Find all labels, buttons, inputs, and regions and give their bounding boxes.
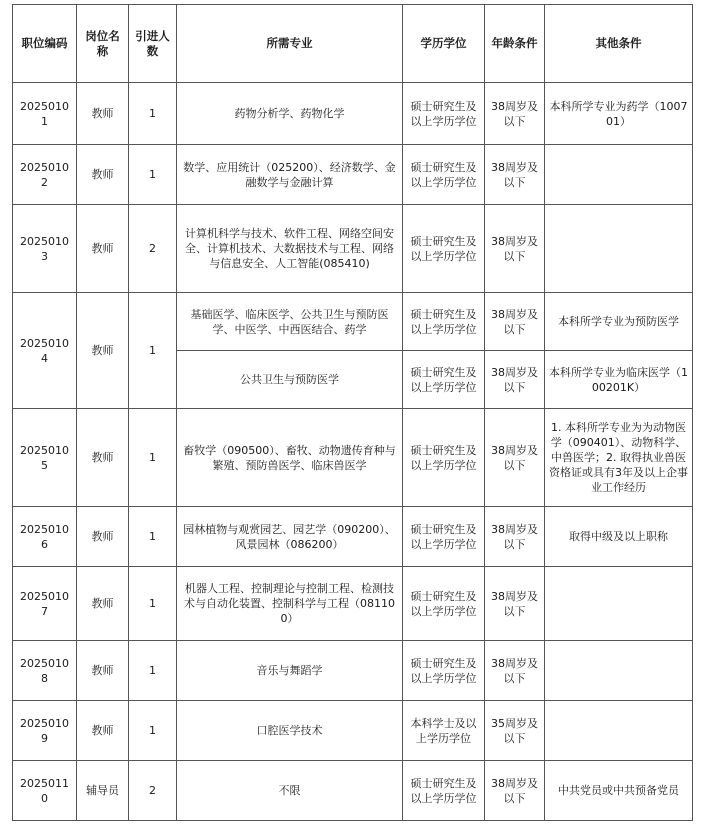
cell-age: 38周岁及以下 [485, 83, 545, 145]
cell-major: 不限 [177, 761, 403, 821]
cell-age: 38周岁及以下 [485, 507, 545, 567]
cell-position: 教师 [77, 293, 129, 409]
cell-other: 中共党员或中共预备党员 [545, 761, 693, 821]
cell-count: 1 [129, 293, 177, 409]
cell-count: 2 [129, 205, 177, 293]
cell-code: 20250107 [13, 567, 77, 641]
cell-age: 38周岁及以下 [485, 567, 545, 641]
cell-major: 计算机科学与技术、软件工程、网络空间安全、计算机技术、大数据技术与工程、网络与信息安全、人工智能(085410) [177, 205, 403, 293]
table-row [13, 761, 693, 821]
header-age: 年龄条件 [485, 5, 545, 83]
cell-count: 2 [129, 761, 177, 821]
cell-major: 药物分析学、药物化学 [177, 83, 403, 145]
cell-age: 38周岁及以下 [485, 351, 545, 409]
cell-degree: 硕士研究生及以上学历学位 [403, 83, 485, 145]
cell-count: 1 [129, 641, 177, 701]
cell-position: 教师 [77, 205, 129, 293]
header-row [13, 5, 693, 83]
cell-degree: 硕士研究生及以上学历学位 [403, 145, 485, 205]
header-degree: 学历学位 [403, 5, 485, 83]
cell-age: 38周岁及以下 [485, 641, 545, 701]
cell-major: 音乐与舞蹈学 [177, 641, 403, 701]
cell-count: 1 [129, 145, 177, 205]
cell-position: 教师 [77, 701, 129, 761]
cell-position: 教师 [77, 409, 129, 507]
cell-major: 机器人工程、控制理论与控制工程、检测技术与自动化装置、控制科学与工程（081100） [177, 567, 403, 641]
table-row [13, 567, 693, 641]
cell-other: 本科所学专业为临床医学（100201K） [545, 351, 693, 409]
table-row [13, 205, 693, 293]
cell-count: 1 [129, 83, 177, 145]
cell-degree: 硕士研究生及以上学历学位 [403, 409, 485, 507]
cell-other [545, 567, 693, 641]
cell-degree: 硕士研究生及以上学历学位 [403, 507, 485, 567]
cell-other [545, 641, 693, 701]
cell-other: 本科所学专业为药学（100701） [545, 83, 693, 145]
cell-code: 20250105 [13, 409, 77, 507]
cell-other: 本科所学专业为预防医学 [545, 293, 693, 351]
cell-position: 教师 [77, 567, 129, 641]
header-other: 其他条件 [545, 5, 693, 83]
table-row [13, 293, 693, 351]
cell-position: 教师 [77, 145, 129, 205]
cell-code: 20250106 [13, 507, 77, 567]
table-row [13, 507, 693, 567]
table-row [13, 83, 693, 145]
cell-other [545, 701, 693, 761]
cell-count: 1 [129, 701, 177, 761]
cell-other: 取得中级及以上职称 [545, 507, 693, 567]
table-row [13, 145, 693, 205]
cell-major: 公共卫生与预防医学 [177, 351, 403, 409]
cell-major: 基础医学、临床医学、公共卫生与预防医学、中医学、中西医结合、药学 [177, 293, 403, 351]
table-row [13, 409, 693, 507]
cell-count: 1 [129, 409, 177, 507]
cell-degree: 硕士研究生及以上学历学位 [403, 567, 485, 641]
cell-code: 20250108 [13, 641, 77, 701]
cell-count: 1 [129, 567, 177, 641]
cell-degree: 硕士研究生及以上学历学位 [403, 761, 485, 821]
cell-major: 口腔医学技术 [177, 701, 403, 761]
cell-position: 教师 [77, 641, 129, 701]
cell-degree: 硕士研究生及以上学历学位 [403, 205, 485, 293]
cell-degree: 硕士研究生及以上学历学位 [403, 641, 485, 701]
cell-major: 园林植物与观赏园艺、园艺学（090200）、风景园林（086200） [177, 507, 403, 567]
header-position: 岗位名称 [77, 5, 129, 83]
cell-degree: 本科学士及以上学历学位 [403, 701, 485, 761]
cell-code: 20250104 [13, 293, 77, 409]
cell-age: 38周岁及以下 [485, 409, 545, 507]
cell-position: 教师 [77, 507, 129, 567]
cell-major: 畜牧学（090500）、畜牧、动物遗传育种与繁殖、预防兽医学、临床兽医学 [177, 409, 403, 507]
cell-other [545, 205, 693, 293]
table-row [13, 701, 693, 761]
cell-other: 1. 本科所学专业为为动物医学（090401）、动物科学、中兽医学；2. 取得执业兽医资格证或具有3年及以上企事业工作经历 [545, 409, 693, 507]
header-count: 引进人数 [129, 5, 177, 83]
header-code: 职位编码 [13, 5, 77, 83]
cell-code: 20250102 [13, 145, 77, 205]
cell-code: 20250109 [13, 701, 77, 761]
cell-count: 1 [129, 507, 177, 567]
cell-code: 20250110 [13, 761, 77, 821]
recruitment-table [12, 4, 693, 821]
cell-degree: 硕士研究生及以上学历学位 [403, 293, 485, 351]
cell-age: 38周岁及以下 [485, 761, 545, 821]
cell-code: 20250103 [13, 205, 77, 293]
cell-position: 辅导员 [77, 761, 129, 821]
cell-other [545, 145, 693, 205]
cell-age: 38周岁及以下 [485, 293, 545, 351]
cell-major: 数学、应用统计（025200）、经济数学、金融数学与金融计算 [177, 145, 403, 205]
header-major: 所需专业 [177, 5, 403, 83]
cell-position: 教师 [77, 83, 129, 145]
cell-age: 35周岁及以下 [485, 701, 545, 761]
table-row [13, 641, 693, 701]
cell-age: 38周岁及以下 [485, 205, 545, 293]
cell-degree: 硕士研究生及以上学历学位 [403, 351, 485, 409]
cell-code: 20250101 [13, 83, 77, 145]
cell-age: 38周岁及以下 [485, 145, 545, 205]
